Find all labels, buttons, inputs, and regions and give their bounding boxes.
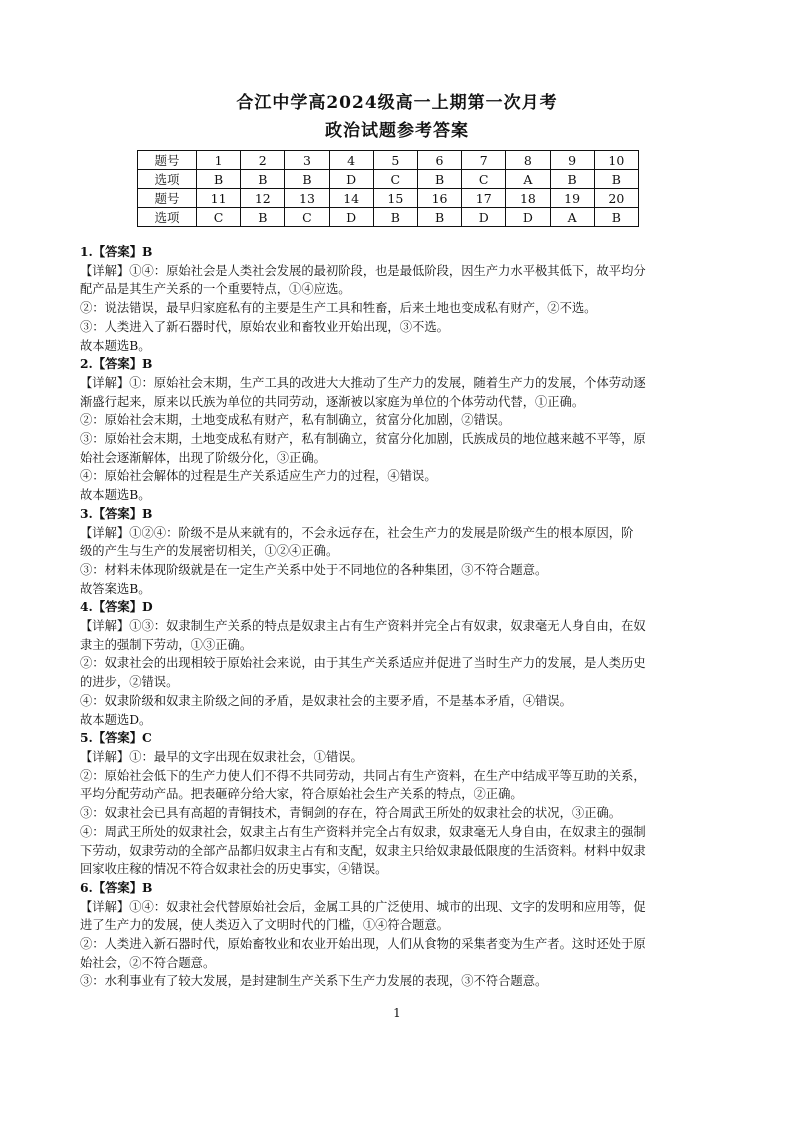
answer-table-cell: 2	[241, 151, 285, 170]
explanation-line: ②：原始社会末期，土地变成私有财产，私有制确立，贫富分化加剧，②错误。	[80, 413, 511, 428]
explanation-line: 的进步，②错误。	[80, 675, 179, 690]
answer-table-cell: B	[241, 208, 285, 227]
explanation-line: ③：原始社会末期，土地变成私有财产，私有制确立，贫富分化加剧，氏族成员的地位越来越不平等，原	[80, 432, 646, 447]
explanation-line: 故本题选D。	[80, 712, 152, 727]
explanation-line: ④：原始社会解体的过程是生产关系适应生产力的过程，④错误。	[80, 469, 437, 484]
answer-table-cell: 8	[506, 151, 550, 170]
answer-line: 5.【答案】C	[80, 730, 152, 746]
explanations	[80, 243, 712, 991]
answer-table-cell: 3	[285, 151, 329, 170]
answer-table-header-cell: 题号	[138, 189, 197, 208]
answer-table-cell: 4	[329, 151, 373, 170]
answer-table-cell: 10	[594, 151, 638, 170]
answer-table-cell: B	[197, 170, 241, 189]
answer-table-cell: 11	[197, 189, 241, 208]
answer-table-cell: 15	[373, 189, 417, 208]
answer-table-cell: D	[506, 208, 550, 227]
answer-table-row	[138, 151, 639, 170]
explanation-line: 始社会逐渐解体，出现了阶级分化，③正确。	[80, 450, 326, 465]
answer-line: 6.【答案】B	[80, 879, 153, 895]
page-number: 1	[393, 1006, 401, 1020]
answer-table-header-cell: 选项	[138, 208, 197, 227]
explanation-line: 级的产生与生产的发展密切相关，①②④正确。	[80, 544, 339, 559]
explanation-line: 【详解】①④：原始社会是人类社会发展的最初阶段，也是最低阶段，因生产力水平极其低下，故平均分	[80, 263, 646, 278]
answer-table-cell: 17	[462, 189, 506, 208]
answer-table-cell: C	[462, 170, 506, 189]
answer-table-row	[138, 208, 639, 227]
explanation-line: ③：水利事业有了较大发展，是封建制生产关系下生产力发展的表现，③不符合题意。	[80, 974, 548, 989]
explanation-line: 故本题选B。	[80, 488, 151, 503]
answer-table-cell: 12	[241, 189, 285, 208]
explanation-line: 进了生产力的发展，使人类迈入了文明时代的门槛，①④符合题意。	[80, 918, 449, 933]
answer-table-cell: D	[329, 170, 373, 189]
answer-table-cell: 13	[285, 189, 329, 208]
answer-table-cell: 14	[329, 189, 373, 208]
answer-table-cell: B	[594, 170, 638, 189]
answer-table-cell: B	[594, 208, 638, 227]
answer-table-row	[138, 189, 639, 208]
explanation-line: 渐盛行起来，原来以氏族为单位的共同劳动，逐渐被以家庭为单位的个体劳动代替，①正确。	[80, 394, 585, 409]
explanation-line: ②：奴隶社会的出现相较于原始社会来说，由于其生产关系适应并促进了当时生产力的发展，是人类历史	[80, 656, 646, 671]
page-title: 合江中学高2024级高一上期第一次月考	[236, 93, 558, 113]
answer-table-cell: 19	[550, 189, 594, 208]
answer-table-cell: B	[550, 170, 594, 189]
page-subtitle: 政治试题参考答案	[325, 121, 469, 141]
explanation-line: 【详解】①④：奴隶社会代替原始社会后，金属工具的广泛使用、城市的出现、文字的发明和应用等，促	[80, 899, 646, 914]
answer-line: 1.【答案】B	[80, 244, 153, 259]
answer-table-cell: 6	[417, 151, 461, 170]
answer-table-cell: 18	[506, 189, 550, 208]
answer-table	[137, 150, 639, 227]
answer-table-header-cell: 选项	[138, 170, 197, 189]
question-block	[80, 355, 712, 505]
answer-table-cell: 7	[462, 151, 506, 170]
question-block	[80, 729, 712, 879]
explanation-line: ④：周武王所处的奴隶社会，奴隶主占有生产资料并完全占有奴隶，奴隶毫无人身自由，在奴隶主的强制	[80, 824, 646, 839]
answer-table-cell: 9	[550, 151, 594, 170]
answer-table-cell: B	[285, 170, 329, 189]
answer-table-cell: C	[373, 170, 417, 189]
explanation-line: ④：奴隶阶级和奴隶主阶级之间的矛盾，是奴隶社会的主要矛盾，不是基本矛盾，④错误。	[80, 693, 572, 708]
answer-table-cell: B	[417, 208, 461, 227]
answer-line: 3.【答案】B	[80, 505, 153, 521]
explanation-line: ②：说法错误，最早归家庭私有的主要是生产工具和牲畜，后来土地也变成私有财产，②不选。	[80, 301, 597, 316]
answer-table-cell: D	[462, 208, 506, 227]
answer-table-cell: C	[197, 208, 241, 227]
explanation-line: ②：原始社会低下的生产力使人们不得不共同劳动，共同占有生产资料，在生产中结成平等互助的关系，	[80, 768, 646, 783]
answer-table-cell: B	[241, 170, 285, 189]
explanation-line: ③：人类进入了新石器时代，原始农业和畜牧业开始出现，③不选。	[80, 319, 449, 334]
explanation-line: 【详解】①：原始社会末期，生产工具的改进大大推动了生产力的发展，随着生产力的发展，个体劳动逐	[80, 375, 646, 390]
answer-table-cell: A	[506, 170, 550, 189]
question-block	[80, 879, 712, 991]
answer-table-cell: C	[285, 208, 329, 227]
answer-table-cell: B	[373, 208, 417, 227]
answer-table-cell: D	[329, 208, 373, 227]
explanation-line: 始社会，②不符合题意。	[80, 955, 216, 970]
answer-table-cell: 20	[594, 189, 638, 208]
answer-table-cell: B	[417, 170, 461, 189]
explanation-line: 故本题选B。	[80, 338, 151, 353]
explanation-line: ③：奴隶社会已具有高超的青铜技术，青铜剑的存在，符合周武王所处的奴隶社会的状况，③正确。	[80, 806, 622, 821]
explanation-line: 【详解】①：最早的文字出现在奴隶社会，①错误。	[80, 749, 363, 764]
answer-table-cell: 16	[417, 189, 461, 208]
explanation-line: 平均分配劳动产品。把表砸碎分给大家，符合原始社会生产关系的特点，②正确。	[80, 787, 523, 802]
answer-table-header-cell: 题号	[138, 151, 197, 170]
answer-line: 4.【答案】D	[80, 599, 153, 615]
question-block	[80, 505, 712, 599]
answer-table-row	[138, 170, 639, 189]
explanation-line: 配产品是其生产关系的一个重要特点，①④应选。	[80, 282, 351, 297]
answer-line: 2.【答案】B	[80, 356, 153, 372]
question-block	[80, 243, 712, 355]
explanation-line: 隶主的强制下劳动，①③正确。	[80, 637, 253, 652]
explanation-line: 【详解】①③：奴隶制生产关系的特点是奴隶主占有生产资料并完全占有奴隶，奴隶毫无人身自由，在奴	[80, 619, 646, 634]
answer-table-cell: 1	[197, 151, 241, 170]
answer-table-cell: 5	[373, 151, 417, 170]
question-block	[80, 598, 712, 729]
explanation-line: ③：材料未体现阶级就是在一定生产关系中处于不同地位的各种集团，③不符合题意。	[80, 562, 548, 577]
answer-table-cell: A	[550, 208, 594, 227]
explanation-line: ②：人类进入新石器时代，原始畜牧业和农业开始出现，人们从食物的采集者变为生产者。这时还处于原	[80, 937, 646, 952]
explanation-line: 下劳动，奴隶劳动的全部产品都归奴隶主占有和支配，奴隶主只给奴隶最低限度的生活资料。材料中奴隶	[80, 843, 646, 858]
explanation-line: 故答案选B。	[80, 581, 151, 596]
explanation-line: 回家收庄稼的情况不符合奴隶社会的历史事实，④错误。	[80, 862, 388, 877]
explanation-line: 【详解】①②④：阶级不是从来就有的，不会永远存在，社会生产力的发展是阶级产生的根本原因，阶	[80, 525, 634, 540]
